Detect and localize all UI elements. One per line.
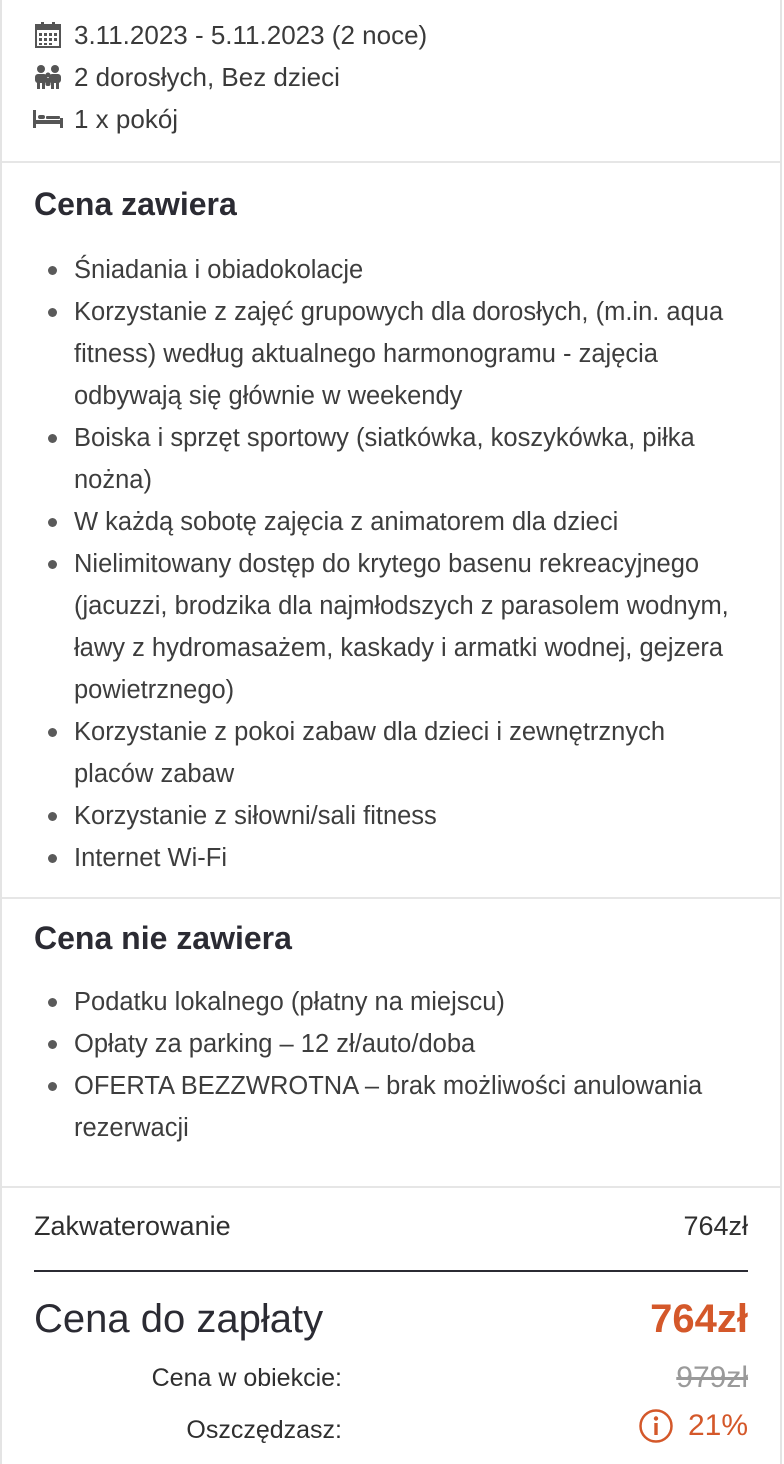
excludes-title: Cena nie zawiera bbox=[34, 920, 292, 956]
price-includes bbox=[2, 163, 780, 899]
savings-value-group bbox=[342, 1408, 748, 1444]
list-item: Podatku lokalnego (płatny na miejscu) bbox=[34, 981, 780, 1023]
list-item: Korzystanie z zajęć grupowych dla dorosłych, (m.in. aqua fitness) według aktualnego harmonogramu - zajęcia odbywają się głównie w weekendy bbox=[34, 291, 780, 417]
list-item: Korzystanie z pokoi zabaw dla dzieci i zewnętrznych placów zabaw bbox=[34, 711, 780, 795]
savings-row bbox=[34, 1410, 748, 1450]
info-icon[interactable] bbox=[638, 1408, 674, 1444]
accommodation-label: Zakwaterowanie bbox=[34, 1210, 231, 1241]
people-icon bbox=[32, 62, 64, 92]
dates-text: 3.11.2023 - 5.11.2023 (2 noce) bbox=[74, 19, 428, 50]
hotel-price-value: 979zł bbox=[676, 1361, 748, 1394]
accommodation-row bbox=[34, 1206, 748, 1246]
rooms-row bbox=[32, 98, 780, 140]
list-item: W każdą sobotę zajęcia z animatorem dla dzieci bbox=[34, 501, 780, 543]
booking-summary bbox=[2, 0, 780, 163]
hotel-price-row bbox=[34, 1358, 748, 1398]
list-item: OFERTA BEZZWROTNA – brak możliwości anulowania rezerwacji bbox=[34, 1065, 780, 1149]
savings-label: Oszczędzasz: bbox=[186, 1415, 342, 1444]
calendar-icon bbox=[32, 20, 64, 50]
list-item: Opłaty za parking – 12 zł/auto/doba bbox=[34, 1023, 780, 1065]
price-summary bbox=[2, 1188, 780, 1450]
savings-value: 21% bbox=[687, 1409, 748, 1442]
total-label: Cena do zapłaty bbox=[34, 1296, 324, 1341]
dates-row bbox=[32, 14, 780, 56]
price-excludes bbox=[2, 899, 780, 1188]
hotel-price-label: Cena w obiekcie: bbox=[151, 1363, 342, 1392]
includes-list bbox=[34, 249, 780, 879]
guests-text: 2 dorosłych, Bez dzieci bbox=[74, 61, 340, 92]
excludes-list bbox=[34, 981, 780, 1149]
list-item: Internet Wi-Fi bbox=[34, 837, 780, 879]
rooms-text: 1 x pokój bbox=[74, 103, 179, 134]
savings-wrapper bbox=[342, 1408, 748, 1452]
price-divider bbox=[34, 1270, 748, 1272]
bed-icon bbox=[32, 104, 64, 134]
includes-title: Cena zawiera bbox=[34, 186, 237, 222]
list-item: Boiska i sprzęt sportowy (siatkówka, koszykówka, piłka nożna) bbox=[34, 417, 780, 501]
list-item: Śniadania i obiadokolacje bbox=[34, 249, 780, 291]
accommodation-value: 764zł bbox=[683, 1210, 748, 1241]
total-value: 764zł bbox=[650, 1296, 748, 1341]
list-item: Nielimitowany dostęp do krytego basenu rekreacyjnego (jacuzzi, brodzika dla najmłodszych z parasolem wodnym, ławy z hydromasażem, kaskady i armatki wodnej, gejzera powietrznego) bbox=[34, 543, 780, 711]
list-item: Korzystanie z siłowni/sali fitness bbox=[34, 795, 780, 837]
guests-row bbox=[32, 56, 780, 98]
total-row bbox=[34, 1292, 748, 1346]
